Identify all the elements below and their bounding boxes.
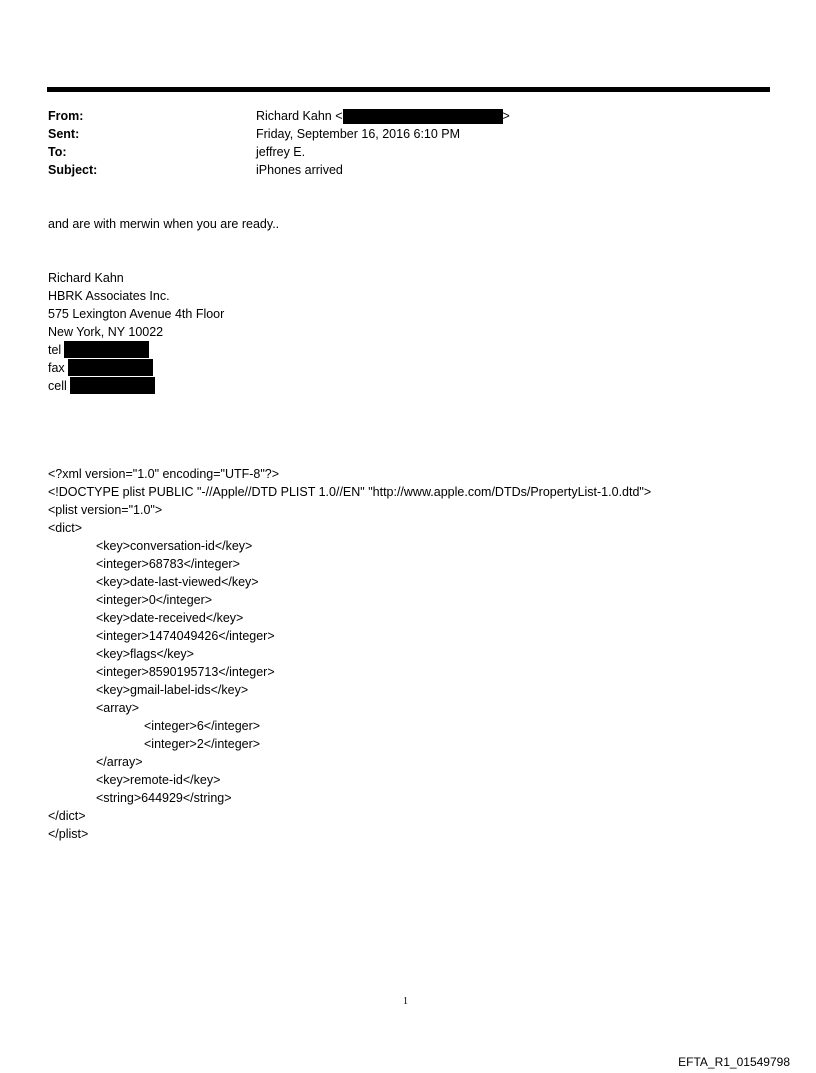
message-body: and are with merwin when you are ready.. <box>48 217 280 231</box>
xml-line: <integer>6</integer> <box>144 719 261 733</box>
redacted-tel <box>64 341 149 358</box>
to-label: To: <box>48 145 67 159</box>
xml-line: </plist> <box>48 827 89 841</box>
xml-line: <key>flags</key> <box>96 647 194 661</box>
xml-line: <?xml version="1.0" encoding="UTF-8"?> <box>48 467 280 481</box>
xml-line: <integer>2</integer> <box>144 737 261 751</box>
xml-line: <key>gmail-label-ids</key> <box>96 683 249 697</box>
fax-label: fax <box>48 361 65 375</box>
redacted-cell <box>70 377 155 394</box>
signature-fax <box>48 359 153 377</box>
signature-address-line2: New York, NY 10022 <box>48 325 164 339</box>
signature-address-line1: 575 Lexington Avenue 4th Floor <box>48 307 225 321</box>
document-id: EFTA_R1_01549798 <box>678 1055 790 1069</box>
from-value <box>256 107 510 125</box>
xml-line: <plist version="1.0"> <box>48 503 163 517</box>
from-name: Richard Kahn < <box>256 109 343 123</box>
redacted-email <box>343 109 503 124</box>
xml-line: <key>date-last-viewed</key> <box>96 575 259 589</box>
xml-line: <key>date-received</key> <box>96 611 244 625</box>
signature-name: Richard Kahn <box>48 271 124 285</box>
from-close: > <box>502 109 510 123</box>
subject-value: iPhones arrived <box>256 163 343 177</box>
xml-line: <array> <box>96 701 140 715</box>
xml-line: <integer>8590195713</integer> <box>96 665 275 679</box>
xml-line: <integer>0</integer> <box>96 593 213 607</box>
tel-label: tel <box>48 343 62 357</box>
sent-label: Sent: <box>48 127 80 141</box>
cell-label: cell <box>48 379 67 393</box>
xml-line: <key>remote-id</key> <box>96 773 221 787</box>
sent-value: Friday, September 16, 2016 6:10 PM <box>256 127 461 141</box>
from-label: From: <box>48 109 84 123</box>
xml-line: <dict> <box>48 521 83 535</box>
xml-line: <string>644929</string> <box>96 791 232 805</box>
signature-company: HBRK Associates Inc. <box>48 289 170 303</box>
signature-cell <box>48 377 155 395</box>
page-number: 1 <box>403 996 408 1007</box>
xml-line: </array> <box>96 755 143 769</box>
subject-label: Subject: <box>48 163 98 177</box>
xml-line: <integer>1474049426</integer> <box>96 629 275 643</box>
redacted-fax <box>68 359 153 376</box>
signature-tel <box>48 341 149 359</box>
xml-line: <key>conversation-id</key> <box>96 539 253 553</box>
to-value: jeffrey E. <box>256 145 306 159</box>
xml-line: <!DOCTYPE plist PUBLIC "-//Apple//DTD PLIST 1.0//EN" "http://www.apple.com/DTDs/PropertyList-1.0.dtd"> <box>48 485 652 499</box>
header-rule <box>47 87 770 92</box>
xml-line: </dict> <box>48 809 86 823</box>
xml-line: <integer>68783</integer> <box>96 557 240 571</box>
